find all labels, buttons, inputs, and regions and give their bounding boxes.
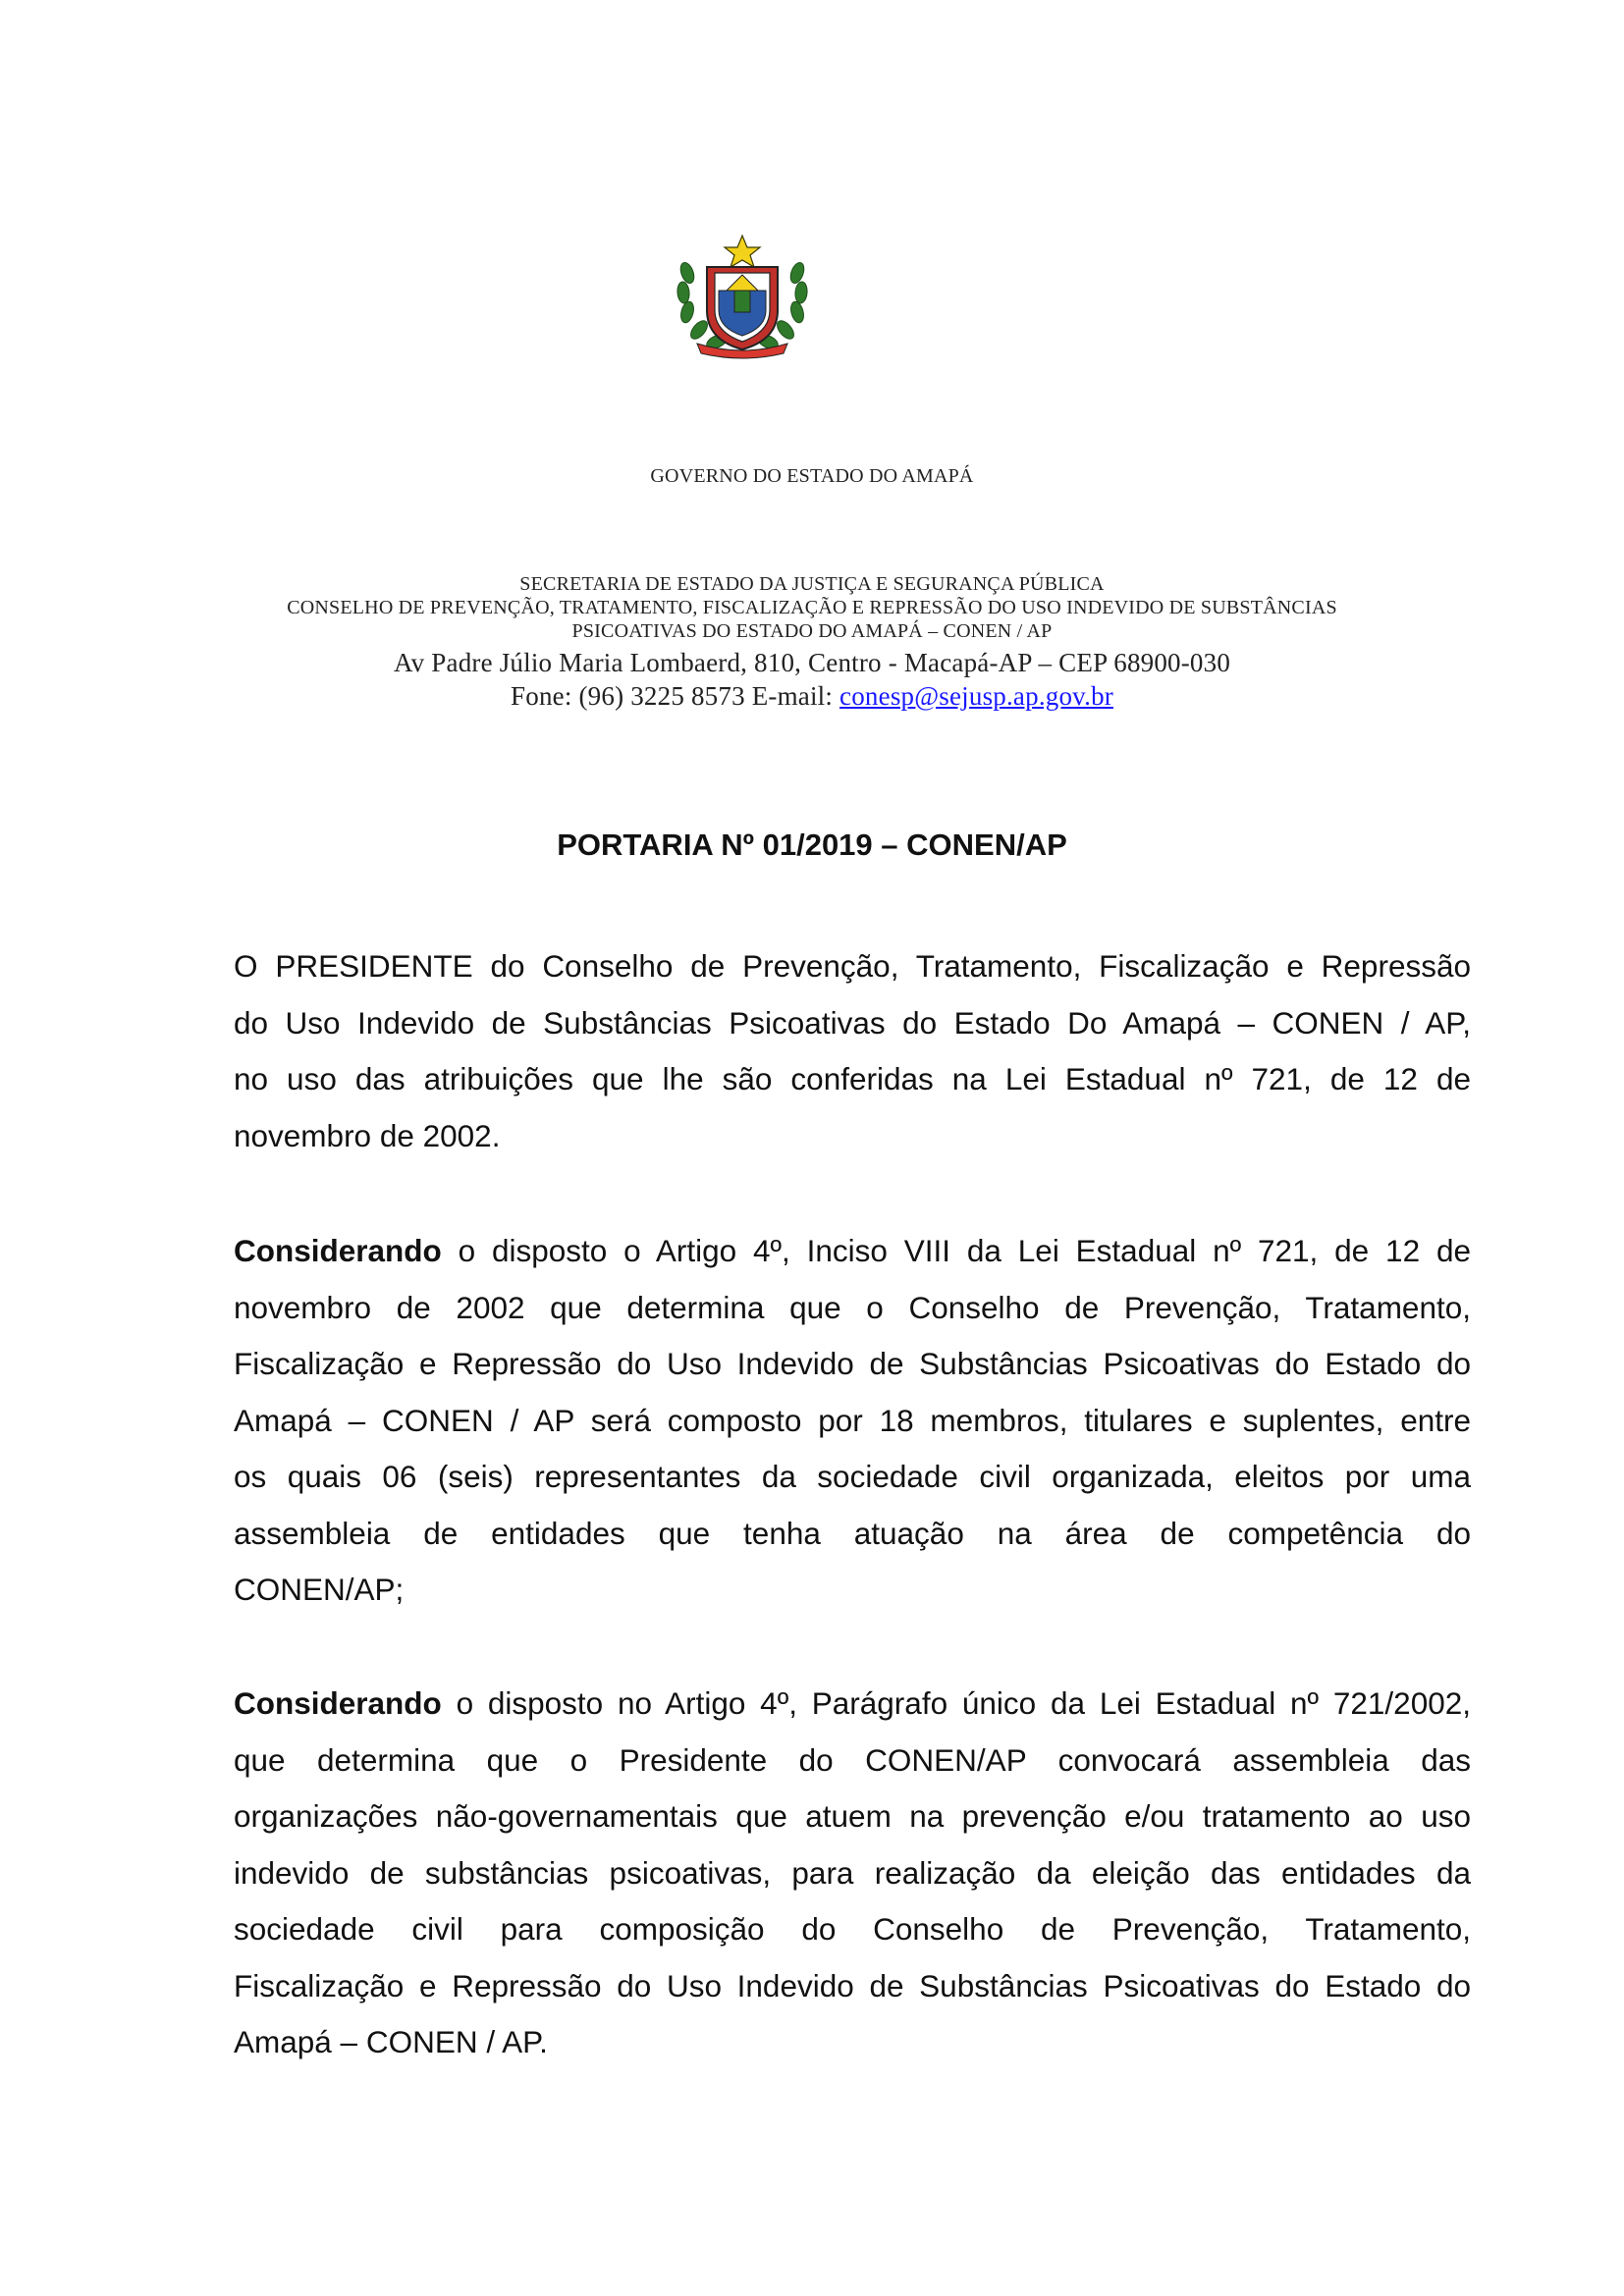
text-line: indevido de substâncias psicoativas, para realização da eleição das entidades da [234, 1854, 1471, 1891]
text-line [234, 1223, 1471, 1280]
text-line: Amapá – CONEN / AP. [234, 2024, 548, 2059]
secretaria-name: SECRETARIA DE ESTADO DA JUSTIÇA E SEGURANÇA PÚBLICA [519, 573, 1105, 595]
email-link[interactable]: conesp@sejusp.ap.gov.br [839, 681, 1113, 711]
contact-line [0, 681, 1624, 712]
paragraph-considerando-2 [234, 1676, 1471, 2071]
conselho-name-line1: CONSELHO DE PREVENÇÃO, TRATAMENTO, FISCALIZAÇÃO E REPRESSÃO DO USO INDEVIDO DE SUBSTÂNCIAS [287, 597, 1337, 618]
text-line: O PRESIDENTE do Conselho de Prevenção, Tratamento, Fiscalização e Repressão [234, 948, 1471, 984]
text-line: Amapá – CONEN / AP será composto por 18 membros, titulares e suplentes, entre [234, 1402, 1471, 1438]
text-line [234, 1676, 1471, 1733]
text-line: sociedade civil para composição do Conselho de Prevenção, Tratamento, [234, 1911, 1471, 1947]
text-line: do Uso Indevido de Substâncias Psicoativas do Estado Do Amapá – CONEN / AP, [234, 1004, 1471, 1041]
text-segment: o disposto no Artigo 4º, Parágrafo único da Lei Estadual nº 721/2002, [441, 1685, 1471, 1721]
text-line: Fiscalização e Repressão do Uso Indevido de Substâncias Psicoativas do Estado do [234, 1346, 1471, 1381]
text-line: no uso das atribuições que lhe são conferidas na Lei Estadual nº 721, de 12 de [234, 1061, 1471, 1096]
text-line: novembro de 2002. [234, 1117, 501, 1153]
text-line: organizações não-governamentais que atuem na prevenção e/ou tratamento ao uso [234, 1798, 1471, 1834]
text-line: que determina que o Presidente do CONEN/AP convocará assembleia das [234, 1741, 1471, 1778]
text-line: os quais 06 (seis) representantes da sociedade civil organizada, eleitos por uma [234, 1459, 1471, 1494]
text-line: CONEN/AP; [234, 1572, 405, 1607]
conselho-name-line2: PSICOATIVAS DO ESTADO DO AMAPÁ – CONEN / AP [571, 620, 1053, 642]
phone-text: Fone: (96) 3225 8573 E-mail: [511, 681, 840, 711]
address: Av Padre Júlio Maria Lombaerd, 810, Centro - Macapá-AP – CEP 68900-030 [393, 648, 1231, 677]
paragraph-considerando-1 [234, 1223, 1471, 1619]
coat-of-arms-icon [668, 234, 817, 359]
document-title: PORTARIA Nº 01/2019 – CONEN/AP [557, 828, 1067, 862]
text-line: novembro de 2002 que determina que o Conselho de Prevenção, Tratamento, [234, 1289, 1471, 1325]
government-name: GOVERNO DO ESTADO DO AMAPÁ [650, 465, 974, 487]
text-line: Fiscalização e Repressão do Uso Indevido de Substâncias Psicoativas do Estado do [234, 1967, 1471, 2003]
considerando-lead: Considerando [234, 1685, 442, 1721]
text-segment: o disposto o Artigo 4º, Inciso VIII da Lei Estadual nº 721, de 12 de [441, 1233, 1471, 1268]
considerando-lead: Considerando [234, 1233, 442, 1268]
paragraph-president [234, 938, 1471, 1164]
text-line: assembleia de entidades que tenha atuação na área de competência do [234, 1515, 1471, 1551]
